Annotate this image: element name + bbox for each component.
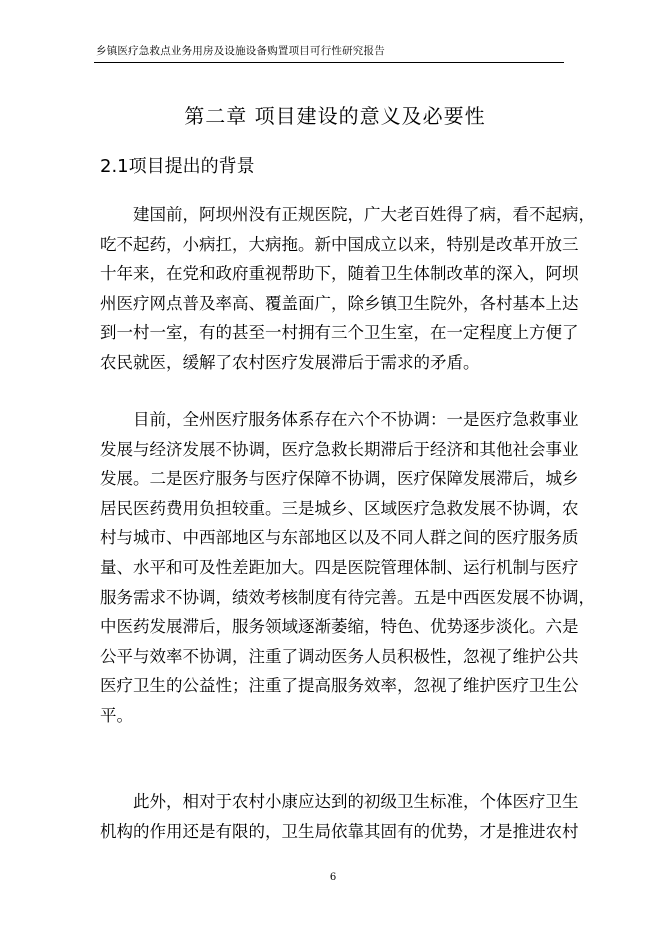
paragraph-line: 目前，全州医疗服务体系存在六个不协调：一是医疗急救事业 [133,410,579,429]
chapter-title: 第二章 项目建设的意义及必要性 [184,104,486,128]
paragraph-line: 到一村一室，有的甚至一村拥有三个卫生室，在一定程度上方便了 [100,323,579,343]
paragraph-line: 公平与效率不协调，注重了调动医务人员积极性，忽视了维护公共 [100,646,579,666]
header-divider [94,62,564,63]
paragraph-line: 服务需求不协调，绩效考核制度有待完善。五是中西医发展不协调， [100,587,595,607]
paragraph-line: 村与城市、中西部地区与东部地区以及不同人群之间的医疗服务质 [100,528,579,548]
running-header: 乡镇医疗急救点业务用房及设施设备购置项目可行性研究报告 [96,45,385,57]
paragraph-line: 医疗卫生的公益性；注重了提高服务效率，忽视了维护医疗卫生公 [100,676,579,696]
paragraph-line: 中医药发展滞后，服务领域逐渐萎缩，特色、优势逐步淡化。六是 [100,617,579,637]
page-number: 6 [329,872,337,883]
paragraph-line: 量、水平和可及性差距加大。四是医院管理体制、运行机制与医疗 [100,557,579,577]
paragraph-3 [100,787,579,846]
paragraph-line: 建国前，阿坝州没有正规医院，广大老百姓得了病，看不起病， [133,205,595,224]
paragraph-line: 平。 [100,705,133,725]
paragraph-line: 发展与经济发展不协调，医疗急救长期滞后于经济和其他社会事业 [100,439,579,459]
paragraph-2 [100,405,595,731]
paragraph-line: 农民就医，缓解了农村医疗发展滞后于需求的矛盾。 [100,352,480,372]
paragraph-1 [100,200,595,378]
paragraph-line: 吃不起药，小病扛，大病拖。新中国成立以来，特别是改革开放三 [100,234,579,254]
section-title: 2.1项目提出的背景 [100,156,255,177]
paragraph-line: 此外，相对于农村小康应达到的初级卫生标准，个体医疗卫生 [133,792,579,811]
paragraph-line: 发展。二是医疗服务与医疗保障不协调，医疗保障发展滞后，城乡 [100,469,579,489]
paragraph-line: 居民医药费用负担较重。三是城乡、区域医疗急救发展不协调，农 [100,498,579,518]
paragraph-line: 机构的作用还是有限的，卫生局依靠其固有的优势，才是推进农村 [100,821,579,841]
paragraph-line: 州医疗网点普及率高、覆盖面广，除乡镇卫生院外，各村基本上达 [100,293,579,313]
paragraph-line: 十年来，在党和政府重视帮助下，随着卫生体制改革的深入，阿坝 [100,264,579,284]
